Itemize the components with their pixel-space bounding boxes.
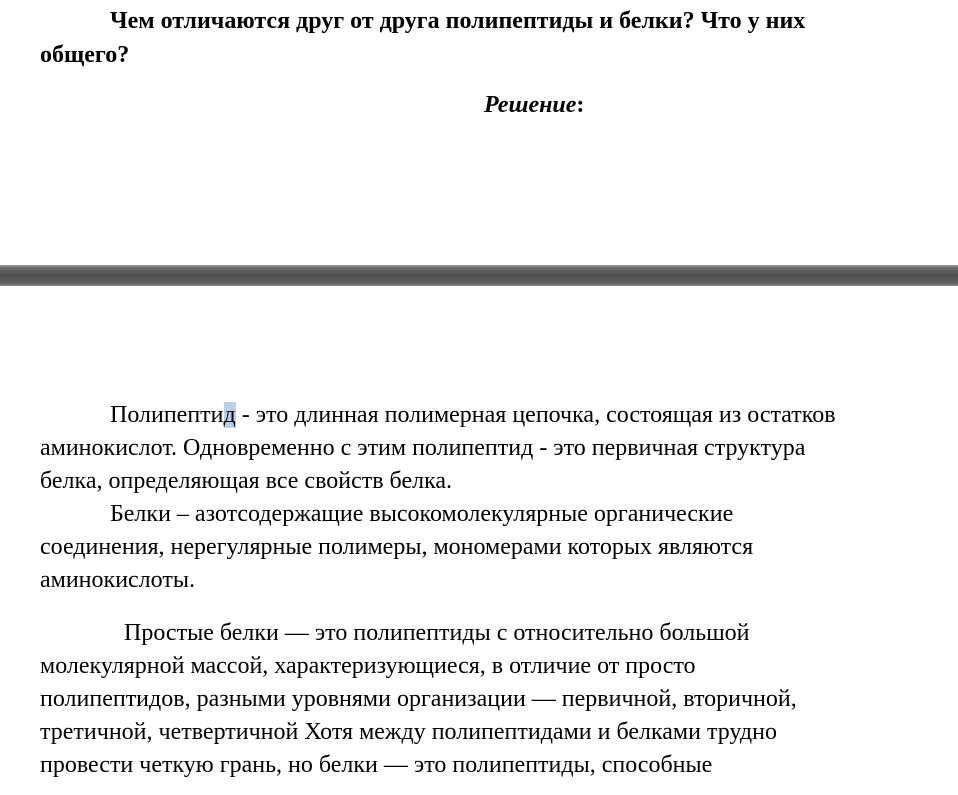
paragraph-line: аминокислот. Одновременно с этим полипептид - это первичная структура	[40, 435, 806, 461]
text-run: - это длинная полимерная цепочка, состоящая из остатков	[235, 402, 836, 428]
question-line-2: общего?	[40, 42, 130, 68]
paragraph-line: Белки – азотсодержащие высокомолекулярные органические	[110, 501, 734, 527]
paragraph-line: соединения, нерегулярные полимеры, мономерами которых являются	[40, 534, 754, 560]
paragraph-line: белка, определяющая все свойств белка.	[40, 468, 453, 494]
paragraph-line: аминокислоты.	[40, 567, 195, 593]
question-line-1: Чем отличаются друг от друга полипептиды и белки? Что у них	[110, 8, 806, 34]
paragraph-simple-proteins	[40, 617, 958, 782]
paragraph-line: молекулярной массой, характеризующиеся, в отличие от просто	[40, 653, 696, 679]
paragraph-line	[40, 399, 958, 432]
solution-colon: :	[576, 92, 585, 118]
text-run: Полипепти	[110, 402, 224, 428]
paragraph-line: провести четкую грань, но белки — это полипептиды, способные	[40, 752, 713, 778]
text-cursor-highlight[interactable]: д	[223, 402, 236, 428]
paragraph-line: Простые белки — это полипептиды с относительно большой	[124, 620, 750, 646]
page-bottom-sheet	[0, 286, 958, 795]
paragraph-protein-definition	[40, 498, 958, 597]
page-break-separator	[0, 265, 958, 286]
solution-label: Решение	[484, 92, 577, 118]
question-heading	[40, 4, 940, 72]
solution-heading	[484, 88, 584, 122]
page-top-sheet	[0, 0, 958, 265]
paragraph-line: полипептидов, разными уровнями организации — первичной, вторичной,	[40, 686, 797, 712]
paragraph-polypeptide-definition	[40, 399, 958, 498]
paragraph-line: третичной, четвертичной Хотя между полипептидами и белками трудно	[40, 719, 777, 745]
